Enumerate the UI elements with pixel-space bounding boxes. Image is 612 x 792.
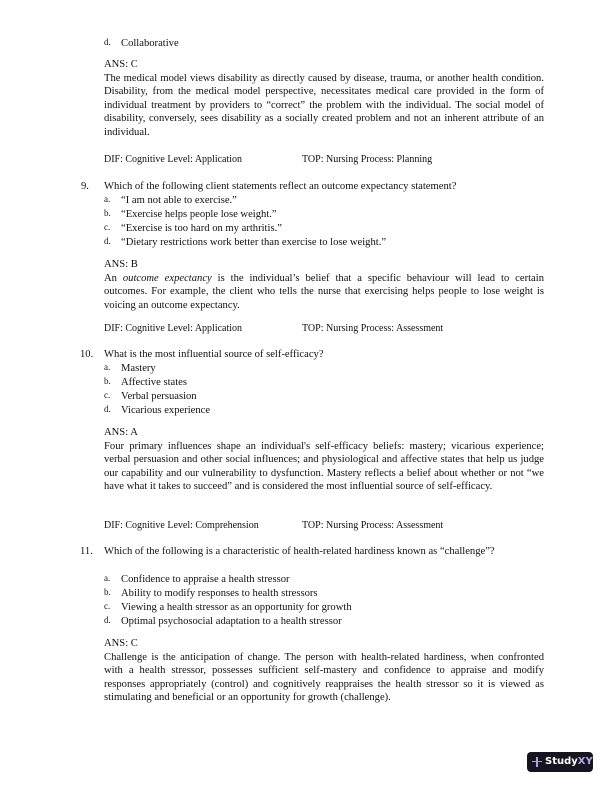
answer-label: ANS: C: [104, 59, 138, 70]
difficulty: DIF: Cognitive Level: Comprehension: [104, 520, 259, 531]
option-text: “Dietary restrictions work better than exercise to lose weight.”: [121, 237, 387, 248]
option-text: “I am not able to exercise.”: [121, 195, 237, 206]
studyxy-badge[interactable]: [527, 752, 593, 772]
option-letter: d.: [104, 404, 111, 414]
option-letter: b.: [104, 208, 111, 218]
brand-accent: XY: [577, 756, 593, 768]
answer-label: ANS: B: [104, 259, 138, 270]
brand-name: [545, 755, 593, 769]
answer-label: ANS: A: [104, 427, 138, 438]
question-number: 9.: [81, 181, 89, 192]
option-letter: c.: [104, 222, 111, 232]
option-text: Mastery: [121, 363, 156, 374]
option-letter: d.: [104, 37, 111, 47]
brand-main: Study: [545, 756, 578, 768]
option-text: Affective states: [121, 377, 187, 388]
rationale-text: An: [104, 272, 123, 284]
answer-block: [104, 637, 544, 705]
question-text: Which of the following is a characteristic of health-related hardiness known as “challenge”?: [104, 546, 495, 557]
option-letter: a.: [104, 362, 111, 372]
answer-block: [104, 426, 544, 494]
option-text: Verbal persuasion: [121, 391, 197, 402]
difficulty: DIF: Cognitive Level: Application: [104, 154, 243, 165]
option-letter: d.: [104, 615, 111, 625]
rationale-emphasis: outcome expectancy: [122, 272, 212, 284]
option-text: Viewing a health stressor as an opportunity for growth: [121, 602, 352, 613]
rationale: Four primary influences shape an individual's self-efficacy beliefs: mastery; vicarious experience; verbal persuasion and other social influences; and physiological and affective states that help us judge our capability and our vulnerability to dysfunction. Mastery reflects a belief about whether or not “we have what it takes to succeed” and is considered the most influential source of self-efficacy.: [104, 440, 544, 493]
option-text: Optimal psychosocial adaptation to a health stressor: [121, 616, 342, 627]
question-text: What is the most influential source of self-efficacy?: [104, 349, 324, 360]
question-number: 11.: [80, 546, 93, 557]
difficulty: DIF: Cognitive Level: Application: [104, 323, 243, 334]
option-text: Confidence to appraise a health stressor: [121, 574, 290, 585]
meta-row: [104, 322, 444, 336]
option-letter: d.: [104, 236, 111, 246]
option-text: “Exercise helps people lose weight.”: [121, 209, 277, 220]
option-text: Vicarious experience: [121, 405, 211, 416]
answer-block: [104, 58, 544, 140]
option-letter: a.: [104, 194, 111, 204]
option-letter: b.: [104, 376, 111, 386]
option-letter: a.: [104, 573, 111, 583]
rationale-text: is the individual’s belief that a specific behaviour will lead to certain outcomes. For example, the client who tells the nurse that exercising helps people to lose weight is voicing an outcome expectancy.: [104, 272, 544, 311]
topic: TOP: Nursing Process: Planning: [302, 154, 433, 165]
plus-icon: [527, 752, 545, 772]
option-text: Collaborative: [121, 38, 179, 49]
topic: TOP: Nursing Process: Assessment: [302, 323, 444, 334]
question-text: Which of the following client statements reflect an outcome expectancy statement?: [104, 181, 457, 192]
rationale: [104, 272, 544, 313]
question-number: 10.: [80, 349, 94, 360]
option-letter: b.: [104, 587, 111, 597]
option-text: “Exercise is too hard on my arthritis.”: [121, 223, 282, 234]
topic: TOP: Nursing Process: Assessment: [302, 520, 444, 531]
option-letter: c.: [104, 390, 111, 400]
answer-block: [104, 258, 544, 312]
option-text: Ability to modify responses to health stressors: [121, 588, 318, 599]
answer-label: ANS: C: [104, 638, 138, 649]
meta-row: [104, 519, 444, 533]
rationale: Challenge is the anticipation of change. The person with health-related hardiness, when confronted with a health stressor, possesses sufficient self-mastery and confidence to appraise and modify responses appropriately (control) and cognitively reappraises the health stressor so it is viewed as stimulating and beneficial or an opportunity for growth (challenge).: [104, 651, 544, 704]
option-letter: c.: [104, 601, 111, 611]
rationale: The medical model views disability as directly caused by disease, trauma, or another health condition. Disability, from the medical model perspective, necessitates medical care provided in the form of individual treatment by providers to “correct” the problem with the individual. The social model of disability, conversely, sees disability as a socially created problem and not an inherent attribute of an individual.: [104, 72, 544, 138]
meta-row: [104, 153, 433, 167]
